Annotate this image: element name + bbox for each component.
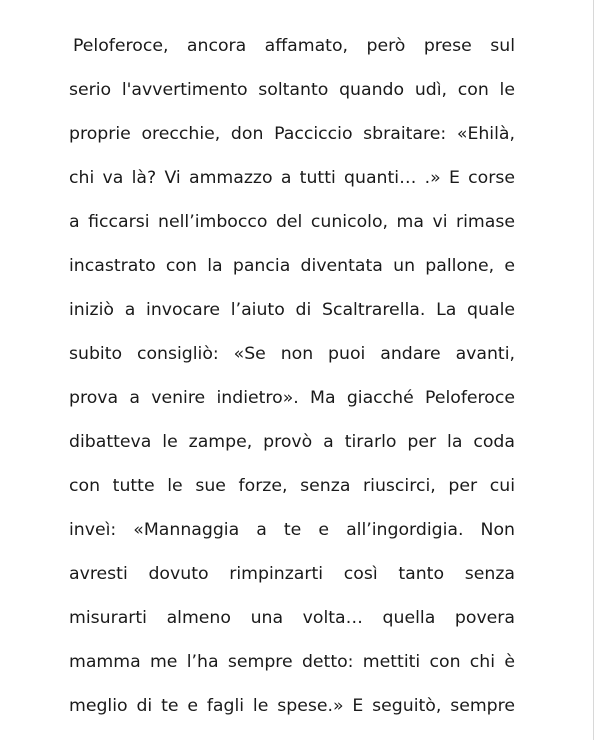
text-line: iniziò a invocare l’aiuto di Scaltrarella. La quale: [69, 300, 515, 320]
text-line: inveì: «Mannaggia a te e all’ingordigia. Non: [69, 520, 515, 540]
text-line: dibatteva le zampe, provò a tirarlo per la coda: [69, 432, 515, 452]
text-line: proprie orecchie, don Pacciccio sbraitare: «Ehilà,: [69, 124, 515, 144]
text-line: avresti dovuto rimpinzarti così tanto senza: [69, 564, 515, 584]
text-line: prova a venire indietro». Ma giacché Peloferoce: [69, 388, 515, 408]
text-line: Peloferoce, ancora affamato, però prese sul: [73, 36, 515, 56]
text-line: a ficcarsi nell’imbocco del cunicolo, ma vi rimase: [69, 212, 515, 232]
text-line: incastrato con la pancia diventata un pallone, e: [69, 256, 515, 276]
text-line: con tutte le sue forze, senza riuscirci, per cui: [69, 476, 515, 496]
body-text: [69, 24, 515, 728]
text-line: mamma me l’ha sempre detto: mettiti con chi è: [69, 652, 515, 672]
text-line: chi va là? Vi ammazzo a tutti quanti… .» E corse: [69, 168, 515, 188]
text-line: misurarti almeno una volta… quella povera: [69, 608, 515, 628]
text-line: meglio di te e fagli le spese.» E seguitò, sempre: [69, 696, 515, 716]
text-line: subito consigliò: «Se non puoi andare avanti,: [69, 344, 515, 364]
text-line: serio l'avvertimento soltanto quando udì, con le: [69, 80, 515, 100]
